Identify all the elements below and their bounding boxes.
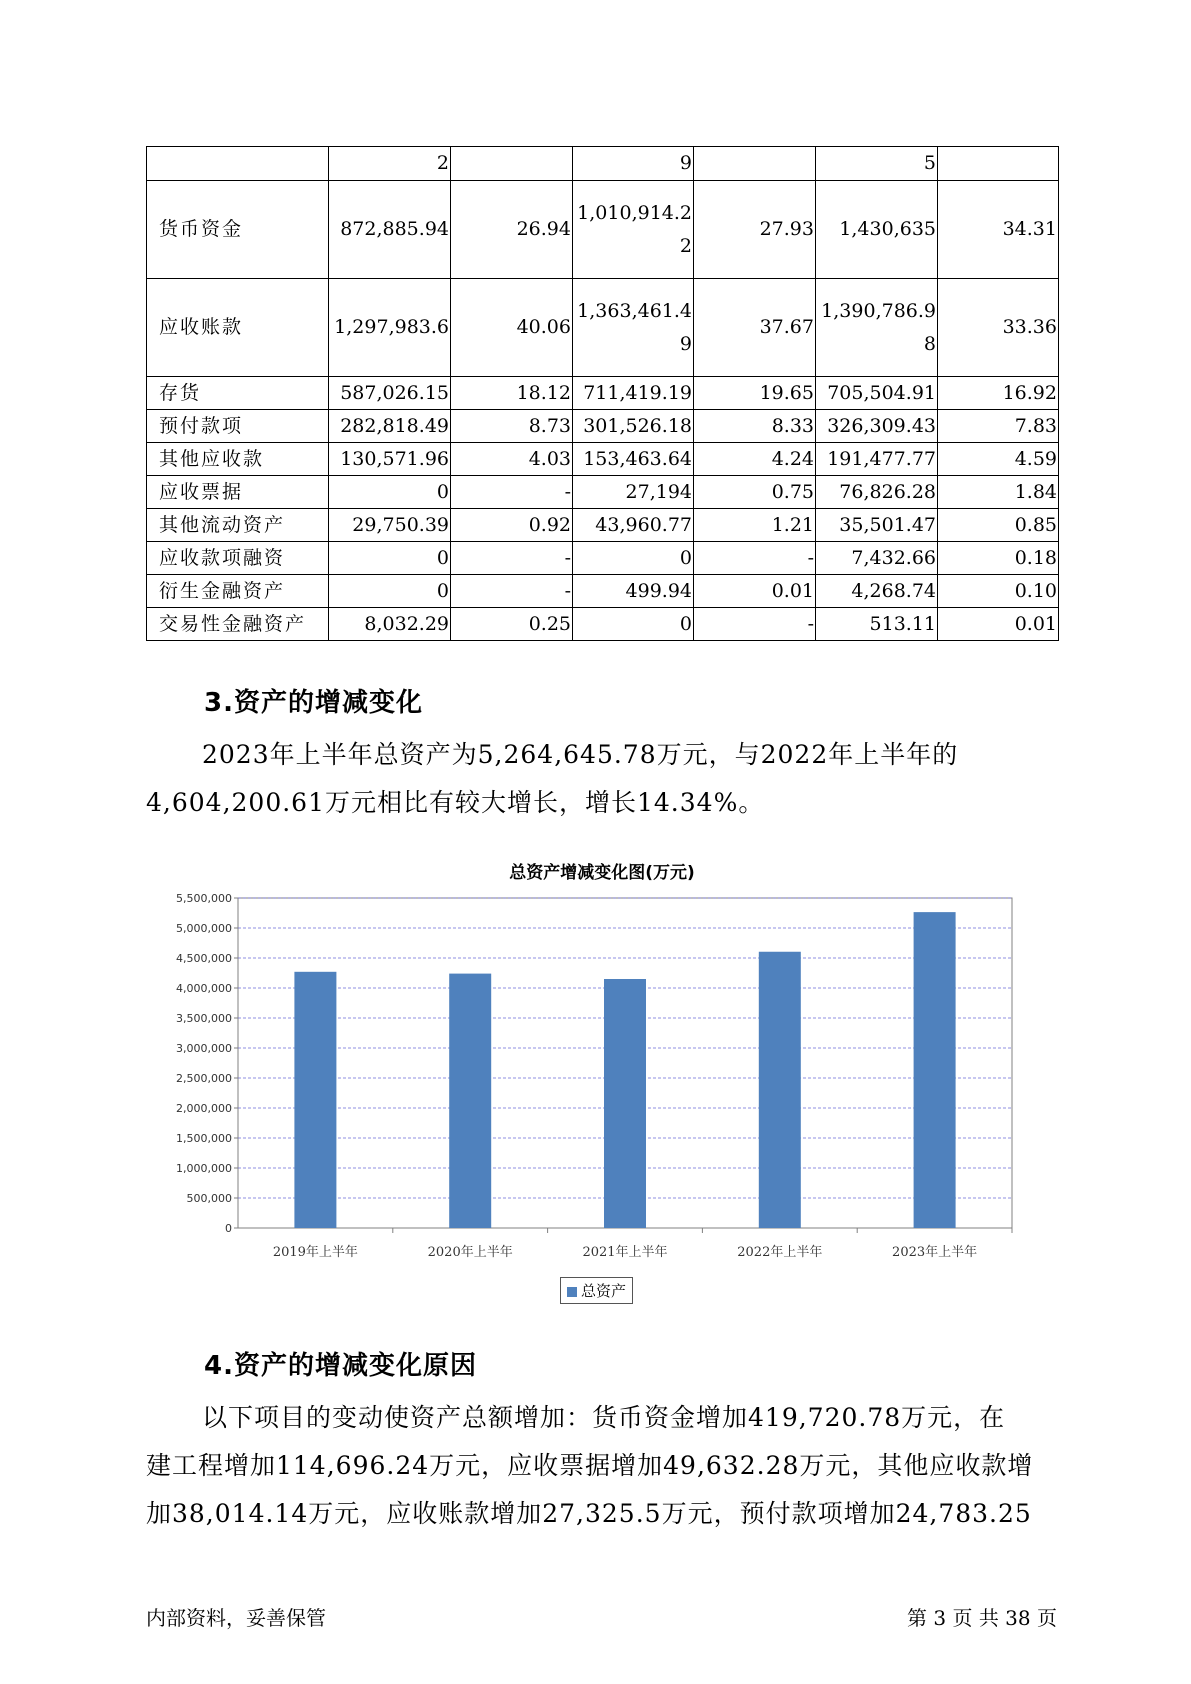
table-row — [147, 575, 1059, 608]
table-cell: - — [451, 476, 573, 509]
y-tick-label: 1,000,000 — [176, 1162, 232, 1175]
section3-line2: 4,604,200.61万元相比有较大增长，增长14.34%。 — [146, 788, 765, 817]
bar — [294, 972, 336, 1228]
table-cell: 37.67 — [694, 279, 816, 377]
x-tick-label: 2022年上半年 — [737, 1245, 823, 1260]
table-cell: 301,526.18 — [573, 410, 694, 443]
x-tick-label: 2019年上半年 — [272, 1245, 358, 1260]
table-row-label: 交易性金融资产 — [147, 608, 329, 641]
table-cell: 34.31 — [938, 181, 1059, 279]
legend-label: 总资产 — [581, 1282, 627, 1300]
table-cell: 16.92 — [938, 377, 1059, 410]
table-row-label — [147, 147, 329, 181]
table-cell: 0.85 — [938, 509, 1059, 542]
table-row — [147, 509, 1059, 542]
table-cell: 29,750.39 — [329, 509, 451, 542]
table-cell: 872,885.94 — [329, 181, 451, 279]
footer-left: 内部资料，妥善保管 — [146, 1606, 326, 1630]
table-cell: 19.65 — [694, 377, 816, 410]
y-tick-label: 3,500,000 — [176, 1012, 232, 1025]
table-cell: 711,419.19 — [573, 377, 694, 410]
table-row — [147, 181, 1059, 279]
table-cell: 18.12 — [451, 377, 573, 410]
table-row — [147, 147, 1059, 181]
section4-line1: 以下项目的变动使资产总额增加：货币资金增加419,720.78万元，在 — [202, 1403, 1006, 1432]
section4-line3: 加38,014.14万元，应收账款增加27,325.5万元，预付款项增加24,783.25 — [146, 1499, 1032, 1528]
table-cell: 0.10 — [938, 575, 1059, 608]
y-tick-label: 5,500,000 — [176, 892, 232, 905]
bar — [759, 952, 801, 1228]
table-row-label: 应收账款 — [147, 279, 329, 377]
table-row-label: 衍生金融资产 — [147, 575, 329, 608]
table-row-label: 应收款项融资 — [147, 542, 329, 575]
table-row-label: 应收票据 — [147, 476, 329, 509]
table-row — [147, 443, 1059, 476]
x-tick-label: 2023年上半年 — [892, 1245, 978, 1260]
chart-title: 总资产增减变化图(万元) — [509, 863, 695, 883]
table-cell: 499.94 — [573, 575, 694, 608]
y-tick-label: 3,000,000 — [176, 1042, 232, 1055]
y-tick-label: 2,000,000 — [176, 1102, 232, 1115]
y-tick-label: 4,000,000 — [176, 982, 232, 995]
table-cell: - — [451, 575, 573, 608]
table-cell: 27.93 — [694, 181, 816, 279]
table-cell: - — [694, 608, 816, 641]
legend-swatch — [567, 1287, 577, 1297]
table-cell: 1.21 — [694, 509, 816, 542]
table-cell: 513.11 — [816, 608, 938, 641]
x-tick-label: 2020年上半年 — [427, 1245, 513, 1260]
section3-line1: 2023年上半年总资产为5,264,645.78万元，与2022年上半年的 — [202, 740, 959, 769]
section4-line2: 建工程增加114,696.24万元，应收票据增加49,632.28万元，其他应收款增 — [146, 1451, 1034, 1480]
table-cell: 0 — [573, 542, 694, 575]
table-row — [147, 542, 1059, 575]
table-cell: 40.06 — [451, 279, 573, 377]
assets-table — [146, 146, 1059, 641]
table-cell: 7.83 — [938, 410, 1059, 443]
y-tick-label: 1,500,000 — [176, 1132, 232, 1145]
table-cell — [451, 147, 573, 181]
y-tick-label: 4,500,000 — [176, 952, 232, 965]
table-cell — [694, 147, 816, 181]
table-row-label: 预付款项 — [147, 410, 329, 443]
table-cell: 8,032.29 — [329, 608, 451, 641]
table-cell: 153,463.64 — [573, 443, 694, 476]
table-cell: 282,818.49 — [329, 410, 451, 443]
table-row-label: 存货 — [147, 377, 329, 410]
table-cell: 26.94 — [451, 181, 573, 279]
table-cell: 1,363,461.49 — [573, 279, 694, 377]
section4-heading: 4.资产的增减变化原因 — [204, 1351, 477, 1381]
footer-page-number: 第 3 页 共 38 页 — [907, 1606, 1057, 1630]
table-cell: 9 — [573, 147, 694, 181]
table-row — [147, 377, 1059, 410]
table-cell: 1,390,786.98 — [816, 279, 938, 377]
table-cell: 0.01 — [938, 608, 1059, 641]
table-row — [147, 410, 1059, 443]
table-cell: 0 — [573, 608, 694, 641]
table-cell: 0.18 — [938, 542, 1059, 575]
table-cell: - — [451, 542, 573, 575]
table-cell: 43,960.77 — [573, 509, 694, 542]
table-cell: 0 — [329, 542, 451, 575]
bar — [914, 912, 956, 1228]
bar — [604, 979, 646, 1228]
table-cell: 326,309.43 — [816, 410, 938, 443]
table-cell: 0.92 — [451, 509, 573, 542]
table-row — [147, 608, 1059, 641]
table-cell: 27,194 — [573, 476, 694, 509]
table-cell: 1.84 — [938, 476, 1059, 509]
table-cell — [938, 147, 1059, 181]
table-row-label: 其他应收款 — [147, 443, 329, 476]
table-row — [147, 279, 1059, 377]
table-cell: 1,010,914.22 — [573, 181, 694, 279]
table-cell: 35,501.47 — [816, 509, 938, 542]
table-cell: 0 — [329, 575, 451, 608]
section3-paragraph — [146, 731, 1058, 827]
table-cell: 8.73 — [451, 410, 573, 443]
table-cell: 76,826.28 — [816, 476, 938, 509]
table-cell: 1,297,983.6 — [329, 279, 451, 377]
y-tick-label: 5,000,000 — [176, 922, 232, 935]
table-cell: 4.24 — [694, 443, 816, 476]
table-cell: 2 — [329, 147, 451, 181]
table-cell: 0.75 — [694, 476, 816, 509]
table-cell: 587,026.15 — [329, 377, 451, 410]
table-cell: 4.03 — [451, 443, 573, 476]
total-assets-bar-chart — [146, 880, 1046, 1280]
y-tick-label: 500,000 — [186, 1192, 232, 1205]
table-cell: 0.25 — [451, 608, 573, 641]
table-cell: 1,430,635 — [816, 181, 938, 279]
table-cell: 7,432.66 — [816, 542, 938, 575]
bar — [449, 974, 491, 1228]
table-cell: 4.59 — [938, 443, 1059, 476]
section3-heading: 3.资产的增减变化 — [204, 688, 423, 718]
table-cell: - — [694, 542, 816, 575]
table-row — [147, 476, 1059, 509]
table-cell: 705,504.91 — [816, 377, 938, 410]
y-tick-label: 0 — [225, 1222, 232, 1235]
y-tick-label: 2,500,000 — [176, 1072, 232, 1085]
x-tick-label: 2021年上半年 — [582, 1245, 668, 1260]
chart-legend — [560, 1277, 633, 1304]
table-cell: 0.01 — [694, 575, 816, 608]
section4-paragraph — [146, 1394, 1058, 1538]
table-cell: 130,571.96 — [329, 443, 451, 476]
table-cell: 4,268.74 — [816, 575, 938, 608]
table-cell: 0 — [329, 476, 451, 509]
table-row-label: 其他流动资产 — [147, 509, 329, 542]
table-row-label: 货币资金 — [147, 181, 329, 279]
table-cell: 191,477.77 — [816, 443, 938, 476]
table-cell: 8.33 — [694, 410, 816, 443]
table-cell: 5 — [816, 147, 938, 181]
table-cell: 33.36 — [938, 279, 1059, 377]
